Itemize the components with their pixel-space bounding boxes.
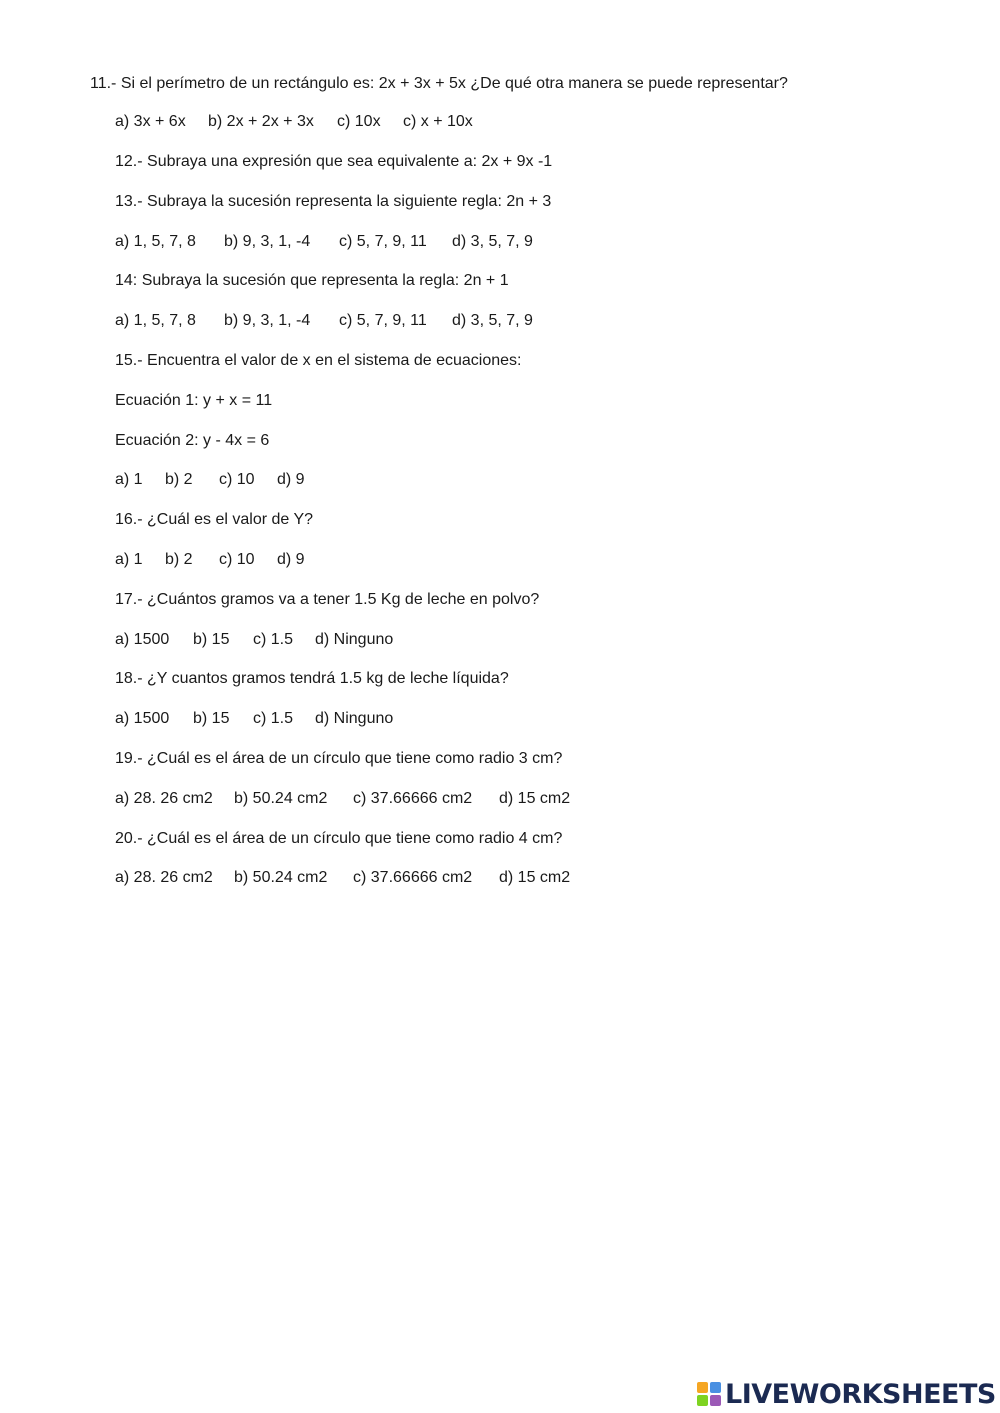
question-19: 19.- ¿Cuál es el área de un círculo que tiene como radio 3 cm?	[115, 750, 563, 767]
logo-text: LIVEWORKSHEETS	[725, 1378, 996, 1410]
option-d[interactable]: d) Ninguno	[315, 631, 394, 648]
question-18-options	[115, 709, 393, 729]
equation-2: Ecuación 2: y - 4x = 6	[115, 432, 270, 449]
question-13-options	[115, 232, 533, 252]
option-c[interactable]: c) 37.66666 cm2	[353, 790, 473, 807]
option-d[interactable]: d) 9	[277, 551, 305, 568]
option-d[interactable]: d) 15 cm2	[499, 790, 571, 807]
logo-square-1	[697, 1382, 708, 1393]
question-19-options	[115, 789, 570, 809]
option-c[interactable]: c) 10x	[337, 113, 381, 130]
option-b[interactable]: b) 2x + 2x + 3x	[208, 113, 314, 130]
option-d[interactable]: d) 15 cm2	[499, 869, 571, 886]
question-16-options	[115, 550, 305, 570]
question-20-options	[115, 868, 570, 888]
option-c[interactable]: c) 1.5	[253, 631, 294, 648]
question-11: 11.- Si el perímetro de un rectángulo es: 2x + 3x + 5x ¿De qué otra manera se puede representar?	[90, 75, 788, 92]
option-d[interactable]: d) 3, 5, 7, 9	[452, 233, 533, 250]
option-c[interactable]: c) 1.5	[253, 710, 294, 727]
question-20: 20.- ¿Cuál es el área de un círculo que tiene como radio 4 cm?	[115, 830, 563, 847]
option-d[interactable]: d) 3, 5, 7, 9	[452, 312, 533, 329]
logo-square-4	[710, 1395, 721, 1406]
option-a[interactable]: a) 1	[115, 551, 143, 568]
logo-square-3	[697, 1395, 708, 1406]
option-a[interactable]: a) 3x + 6x	[115, 113, 186, 130]
question-15: 15.- Encuentra el valor de x en el sistema de ecuaciones:	[115, 352, 522, 369]
question-14-options	[115, 311, 533, 331]
question-13: 13.- Subraya la sucesión representa la siguiente regla: 2n + 3	[115, 193, 552, 210]
question-11-options	[115, 112, 473, 132]
option-d[interactable]: d) 9	[277, 471, 305, 488]
option-c[interactable]: c) 37.66666 cm2	[353, 869, 473, 886]
option-a[interactable]: a) 28. 26 cm2	[115, 869, 213, 886]
logo-square-2	[710, 1382, 721, 1393]
option-c-alt[interactable]: c) x + 10x	[403, 113, 473, 130]
question-15-options	[115, 470, 305, 490]
option-b[interactable]: b) 15	[193, 631, 230, 648]
option-b[interactable]: b) 9, 3, 1, -4	[224, 312, 311, 329]
option-b[interactable]: b) 50.24 cm2	[234, 869, 328, 886]
question-18: 18.- ¿Y cuantos gramos tendrá 1.5 kg de leche líquida?	[115, 670, 509, 687]
option-b[interactable]: b) 2	[165, 471, 193, 488]
option-c[interactable]: c) 5, 7, 9, 11	[339, 312, 427, 329]
option-b[interactable]: b) 50.24 cm2	[234, 790, 328, 807]
option-a[interactable]: a) 1500	[115, 631, 170, 648]
option-a[interactable]: a) 1500	[115, 710, 170, 727]
option-a[interactable]: a) 1, 5, 7, 8	[115, 312, 196, 329]
question-12: 12.- Subraya una expresión que sea equivalente a: 2x + 9x -1	[115, 153, 553, 170]
option-c[interactable]: c) 10	[219, 471, 255, 488]
option-b[interactable]: b) 9, 3, 1, -4	[224, 233, 311, 250]
question-17-options	[115, 630, 393, 650]
option-c[interactable]: c) 5, 7, 9, 11	[339, 233, 427, 250]
option-b[interactable]: b) 2	[165, 551, 193, 568]
option-a[interactable]: a) 1	[115, 471, 143, 488]
option-b[interactable]: b) 15	[193, 710, 230, 727]
question-14: 14: Subraya la sucesión que representa la regla: 2n + 1	[115, 272, 509, 289]
liveworksheets-logo	[697, 1378, 996, 1410]
option-d[interactable]: d) Ninguno	[315, 710, 394, 727]
logo-icon	[697, 1382, 721, 1406]
option-c[interactable]: c) 10	[219, 551, 255, 568]
question-17: 17.- ¿Cuántos gramos va a tener 1.5 Kg de leche en polvo?	[115, 591, 540, 608]
equation-1: Ecuación 1: y + x = 11	[115, 392, 273, 409]
option-a[interactable]: a) 28. 26 cm2	[115, 790, 213, 807]
option-a[interactable]: a) 1, 5, 7, 8	[115, 233, 196, 250]
question-16: 16.- ¿Cuál es el valor de Y?	[115, 511, 314, 528]
